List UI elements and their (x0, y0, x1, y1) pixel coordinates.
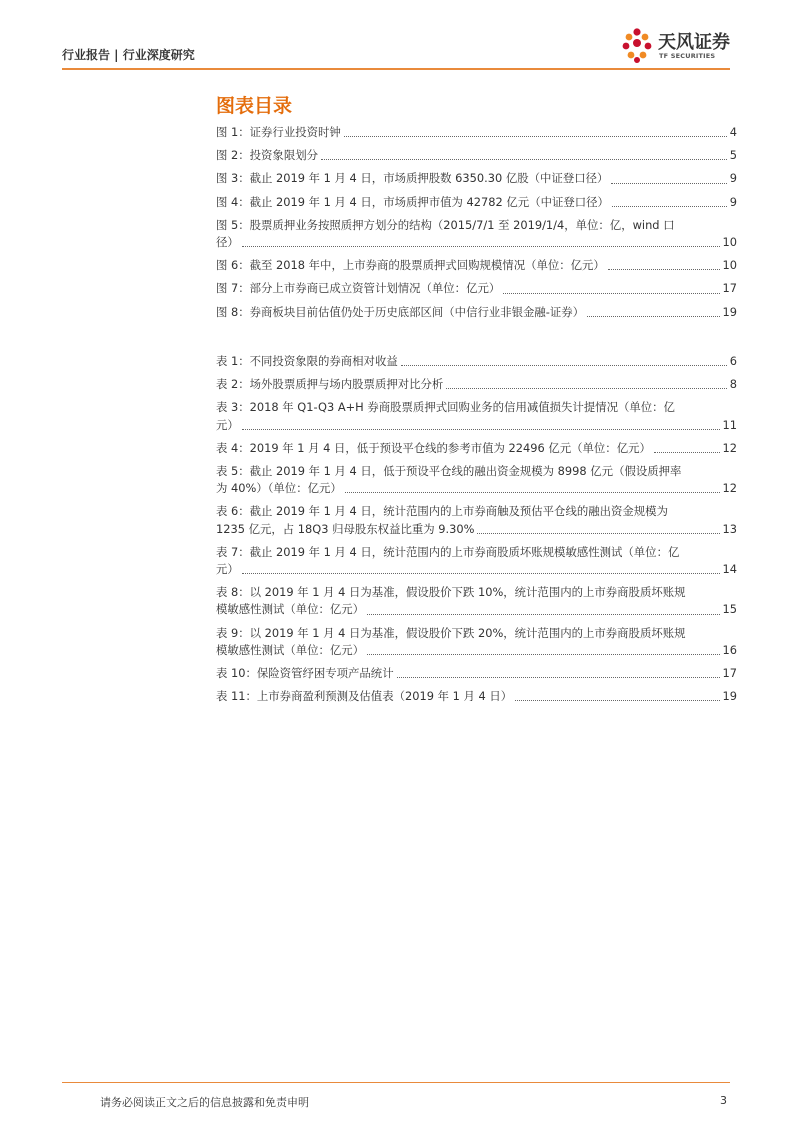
figure-entry-text: 图 8：券商板块目前估值仍处于历史底部区间（中信行业非银金融-证券） (216, 304, 585, 319)
table-entry-row (216, 353, 737, 370)
figure-list (216, 124, 737, 327)
dot-leader (345, 492, 720, 493)
table-entry-text: 表 3：2018 年 Q1-Q3 A+H 券商股票质押式回购业务的信用减值损失计提情况（单位：亿 (216, 400, 675, 415)
table-entry-text: 表 6：截止 2019 年 1 月 4 日，统计范围内的上市券商触及预估平仓线的融出资金规模为 (216, 504, 668, 519)
dot-leader (446, 388, 726, 389)
figure-entry-text: 图 2：投资象限划分 (216, 148, 318, 163)
figure-entry-page: 5 (729, 148, 737, 163)
figure-entry-row (216, 170, 737, 187)
figure-entry-row (216, 124, 737, 141)
dot-leader (611, 183, 726, 184)
figure-entry-text: 图 5：股票质押业务按照质押方划分的结构（2015/7/1 至 2019/1/4，单位：亿，wind 口 (216, 217, 675, 232)
dot-leader (654, 452, 720, 453)
logo-name-en: TF SECURITIES (659, 52, 716, 60)
figure-entry-page: 19 (722, 304, 737, 319)
table-entry[interactable] (216, 584, 737, 618)
table-entry-text: 表 8：以 2019 年 1 月 4 日为基准，假设股价下跌 10%，统计范围内的上市券商股质坏账规 (216, 585, 686, 600)
table-entry-page: 6 (729, 354, 737, 368)
table-entry-page: 8 (729, 377, 737, 392)
figure-entry[interactable] (216, 194, 737, 211)
table-entry-page: 19 (722, 689, 737, 704)
figure-entry-text: 径） (216, 235, 239, 250)
table-entry-text: 为 40%）（单位：亿元） (216, 481, 342, 496)
table-entry[interactable] (216, 544, 737, 578)
table-entry-row (216, 521, 737, 538)
dot-leader (367, 614, 719, 615)
dot-leader (515, 700, 719, 701)
figure-entry-page: 10 (722, 258, 737, 273)
table-entry[interactable] (216, 399, 737, 433)
table-entry-row (216, 665, 737, 682)
dot-leader (344, 136, 727, 137)
header-rule (62, 68, 730, 70)
footer-page-number: 3 (720, 1094, 727, 1107)
table-entry-text: 1235 亿元，占 18Q3 归母股东权益比重为 9.30% (216, 521, 475, 536)
table-entry-text: 表 5：截止 2019 年 1 月 4 日，低于预设平仓线的融出资金规模为 8998 亿元（假设质押率 (216, 464, 682, 479)
figure-entry[interactable] (216, 257, 737, 274)
table-entry-page: 12 (722, 440, 737, 455)
figure-entry[interactable] (216, 280, 737, 297)
table-entry-row (216, 480, 737, 497)
table-entry[interactable] (216, 503, 737, 537)
company-logo (620, 26, 735, 66)
figure-entry-page: 9 (729, 171, 737, 186)
table-entry[interactable] (216, 463, 737, 497)
figure-entry-row (216, 194, 737, 211)
figure-entry-text: 图 4：截止 2019 年 1 月 4 日，市场质押市值为 42782 亿元（中证登口径） (216, 194, 609, 209)
figure-entry-text: 图 1：证券行业投资时钟 (216, 125, 341, 139)
table-entry-text: 表 1：不同投资象限的券商相对收益 (216, 354, 398, 368)
table-entry[interactable] (216, 440, 737, 457)
figure-entry-row (216, 147, 737, 164)
table-entry-page: 14 (722, 562, 737, 577)
table-entry-text: 模敏感性测试（单位：亿元） (216, 642, 365, 657)
table-entry-text: 表 10：保险资管纾困专项产品统计 (216, 666, 394, 681)
table-entry-row (216, 376, 737, 393)
figure-entry[interactable] (216, 304, 737, 321)
table-entry-page: 16 (722, 642, 737, 657)
table-entry-row (216, 561, 737, 578)
logo-name-cn: 天风证券 (658, 32, 730, 53)
footer-rule (62, 1082, 730, 1083)
table-entry-row (216, 642, 737, 659)
figure-entry[interactable] (216, 170, 737, 187)
figure-entry-page: 10 (722, 235, 737, 250)
table-entry-row (216, 417, 737, 434)
dot-leader (242, 573, 720, 574)
dot-leader (477, 533, 719, 534)
footer-disclaimer: 请务必阅读正文之后的信息披露和免责申明 (100, 1096, 309, 1109)
table-entry[interactable] (216, 376, 737, 393)
table-entry[interactable] (216, 353, 737, 370)
dot-leader (242, 429, 720, 430)
figure-entry-page: 9 (729, 194, 737, 209)
table-entry-text: 表 9：以 2019 年 1 月 4 日为基准，假设股价下跌 20%，统计范围内的上市券商股质坏账规 (216, 625, 686, 640)
table-entry-page: 13 (722, 521, 737, 536)
dot-leader (587, 316, 719, 317)
figure-entry-text: 图 6：截至 2018 年中，上市券商的股票质押式回购规模情况（单位：亿元） (216, 258, 605, 273)
dot-leader (321, 159, 727, 160)
figure-entry-row (216, 257, 737, 274)
table-entry-text: 表 7：截止 2019 年 1 月 4 日，统计范围内的上市券商股质坏账规模敏感性测试（单位：亿 (216, 544, 680, 559)
table-entry-row (216, 601, 737, 618)
table-entry-text: 表 4：2019 年 1 月 4 日，低于预设平仓线的参考市值为 22496 亿元（单位：亿元） (216, 440, 651, 455)
table-entry-text: 表 2：场外股票质押与场内股票质押对比分析 (216, 377, 444, 392)
table-entry-text: 元） (216, 562, 239, 577)
figure-entry-row (216, 280, 737, 297)
figure-entry-text: 图 7：部分上市券商已成立资管计划情况（单位：亿元） (216, 281, 501, 296)
table-entry-row (216, 688, 737, 705)
table-entry-page: 11 (722, 417, 737, 432)
figure-entry-row (216, 234, 737, 251)
table-entry-page: 15 (722, 602, 737, 617)
page-title: 图表目录 (216, 95, 293, 117)
figure-entry-page: 17 (722, 281, 737, 296)
dot-leader (397, 677, 720, 678)
dot-leader (242, 246, 720, 247)
header-breadcrumb: 行业报告 | 行业深度研究 (62, 48, 195, 62)
figure-entry[interactable] (216, 217, 737, 251)
table-entry[interactable] (216, 665, 737, 682)
table-entry-text: 元） (216, 417, 239, 432)
dot-leader (367, 654, 719, 655)
dot-leader (612, 206, 727, 207)
dot-leader (503, 293, 719, 294)
table-list (216, 353, 737, 711)
table-entry-page: 17 (722, 666, 737, 681)
figure-entry-page: 4 (729, 125, 737, 139)
figure-entry-row (216, 304, 737, 321)
dot-leader (608, 269, 720, 270)
figure-entry[interactable] (216, 147, 737, 164)
table-entry-page: 12 (722, 481, 737, 496)
table-entry-row (216, 440, 737, 457)
table-entry-text: 表 11：上市券商盈利预测及估值表（2019 年 1 月 4 日） (216, 689, 513, 704)
table-entry[interactable] (216, 688, 737, 705)
figure-entry-text: 图 3：截止 2019 年 1 月 4 日，市场质押股数 6350.30 亿股（中证登口径） (216, 171, 609, 186)
dot-leader (401, 365, 727, 366)
table-entry[interactable] (216, 625, 737, 659)
logo-mark-icon (620, 26, 654, 64)
figure-entry[interactable] (216, 124, 737, 141)
table-entry-text: 模敏感性测试（单位：亿元） (216, 602, 365, 617)
